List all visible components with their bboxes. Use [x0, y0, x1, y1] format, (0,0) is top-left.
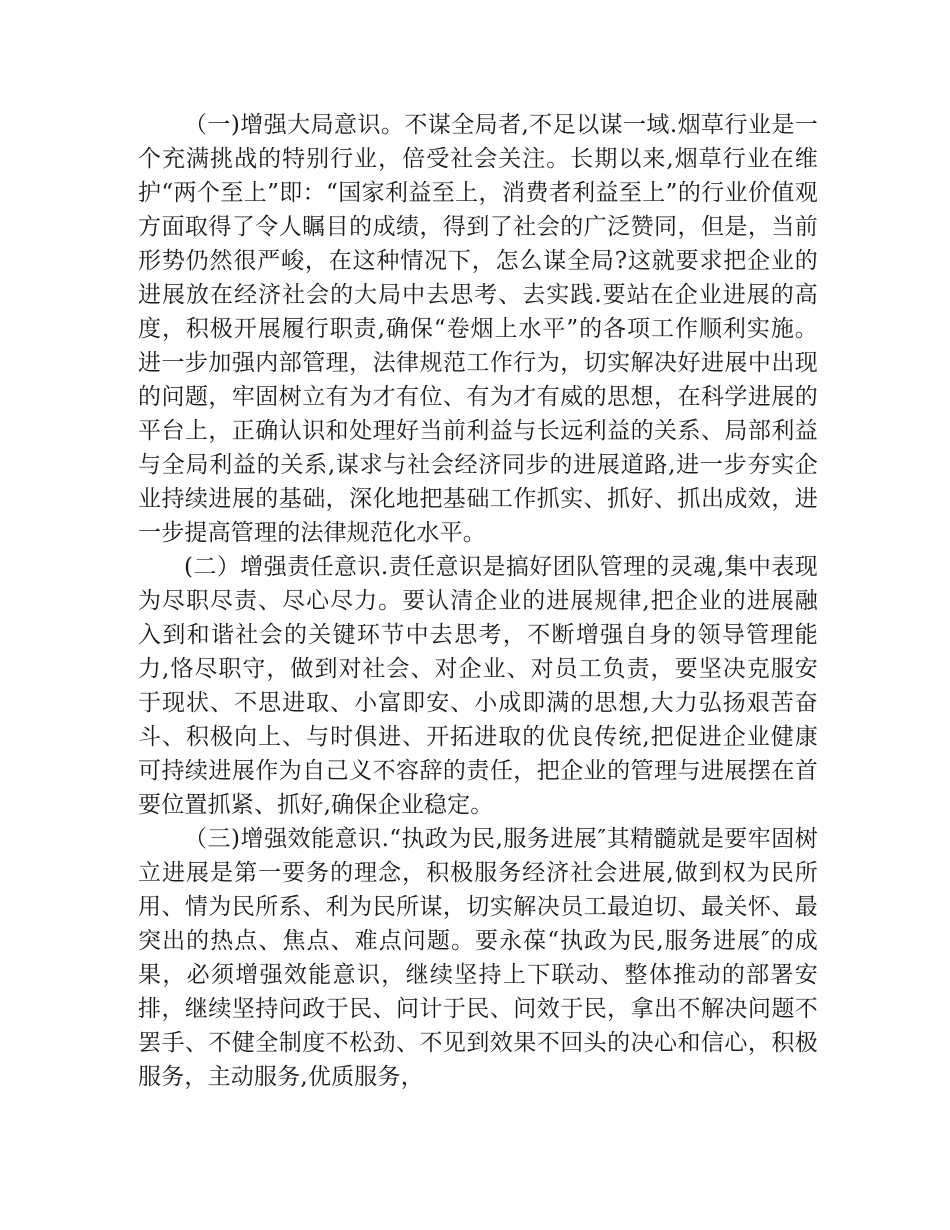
document-body: [138, 108, 818, 1094]
paragraph-overall-awareness: （一)增强大局意识。不谋全局者,不足以谋一域.烟草行业是一个充满挑战的特别行业，倍受社会关注。长期以来,烟草行业在维护“两个至上”即：“国家利益至上，消费者利益至上”的行业价值观方面取得了令人瞩目的成绩，得到了社会的广泛赞同，但是，当前形势仍然很严峻，在这种情况下，怎么谋全局?这就要求把企业的进展放在经济社会的大局中去思考、去实践.要站在企业进展的高度，积极开展履行职责,确保“卷烟上水平”的各项工作顺利实施。进一步加强内部管理，法律规范工作行为，切实解决好进展中出现的问题，牢固树立有为才有位、有为才有威的思想，在科学进展的平台上，正确认识和处理好当前利益与长远利益的关系、局部利益与全局利益的关系,谋求与社会经济同步的进展道路,进一步夯实企业持续进展的基础，深化地把基础工作抓实、抓好、抓出成效，进一步提高管理的法律规范化水平。: [138, 112, 818, 546]
paragraph-responsibility-awareness: (二）增强责任意识.责任意识是搞好团队管理的灵魂,集中表现为尽职尽责、尽心尽力。要认清企业的进展规律,把企业的进展融入到和谐社会的关键环节中去思考，不断增强自身的领导管理能力,恪尽职守，做到对社会、对企业、对员工负责，要坚决克服安于现状、不思进取、小富即安、小成即满的思想,大力弘扬艰苦奋斗、积极向上、与时俱进、开拓进取的优良传统,把促进企业健康可持续进展作为自己义不容辞的责任，把企业的管理与进展摆在首要位置抓紧、抓好,确保企业稳定。: [138, 554, 818, 818]
paragraph-efficiency-awareness: （三)增强效能意识.“执政为民,服务进展″其精髓就是要牢固树立进展是第一要务的理念，积极服务经济社会进展,做到权为民所用、情为民所系、利为民所谋，切实解决员工最迫切、最关怀、最突出的热点、焦点、难点问题。要永葆“执政为民,服务进展″的成果，必须增强效能意识，继续坚持上下联动、整体推动的部署安排，继续坚持问政于民、问计于民、问效于民，拿出不解决问题不罢手、不健全制度不松劲、不见到效果不回头的决心和信心，积极服务，主动服务,优质服务，: [138, 826, 818, 1090]
